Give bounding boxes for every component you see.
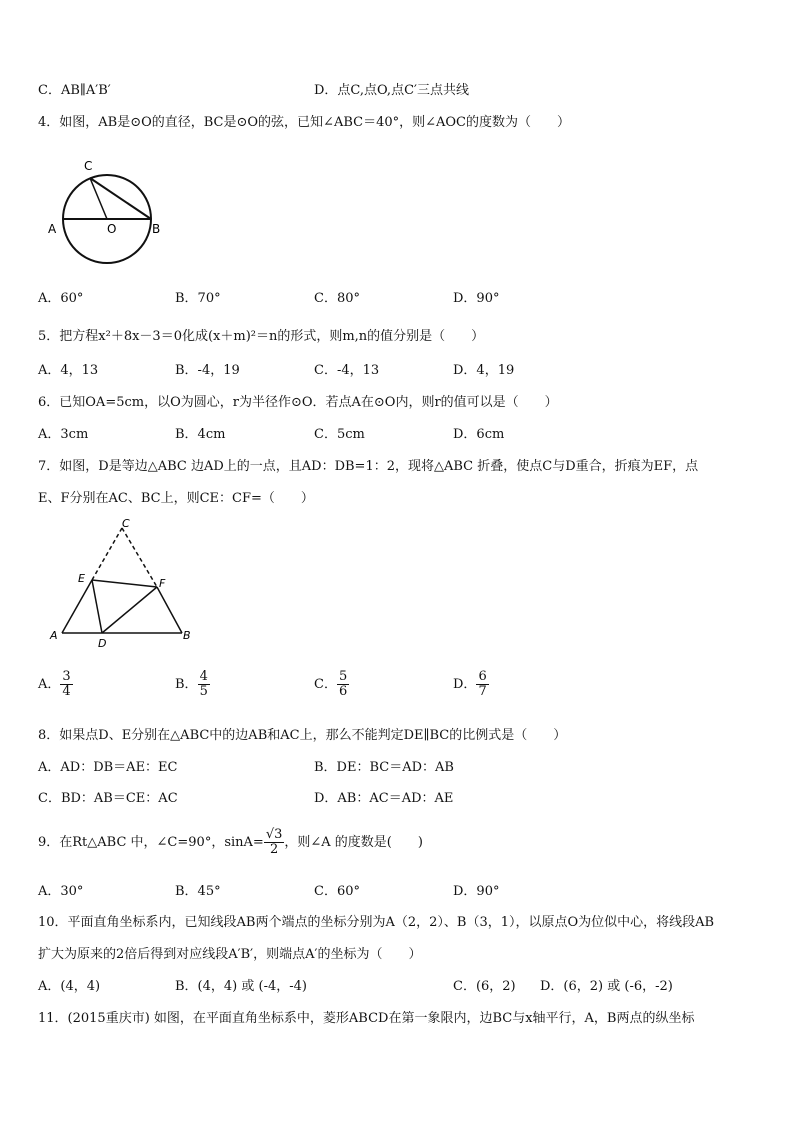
q4-option-c: C．80° [314,291,360,306]
label-b: B [183,629,191,642]
q7-option-a: A． $\frac{3}{4}$ [38,669,71,699]
q10-option-d: D．(6，2) 或 (-6，-2) [540,979,673,994]
q5-option-a: A．4，13 [38,363,99,378]
q5-option-b: B．-4，19 [175,363,240,378]
segment-ae [62,580,92,633]
q4-option-b: B．70° [175,291,221,306]
label-c: C [84,159,93,173]
q10-option-c: C．(6，2) [453,979,516,994]
q10-stem-line1: 10．平面直角坐标系内，已知线段AB两个端点的坐标分别为A（2，2）、B（3，1），以原点O为位似中心，将线段AB [38,915,715,930]
q8-option-a: A．AD：DB＝AE：EC [38,760,178,775]
label-f: F [159,577,166,590]
q6-option-d: D．6cm [453,427,505,442]
q6-option-a: A．3cm [38,427,89,442]
q7-stem-line2: E、F分别在AC、BC上，则CE：CF=（ ） [38,491,314,506]
q5-option-d: D．4，19 [453,363,515,378]
q10-option-b: B．(4，4) 或 (-4，-4) [175,979,307,994]
label-d: D [98,637,107,650]
dashed-cf [122,528,157,587]
label-b: B [152,222,161,236]
q8-option-c: C．BD：AB＝CE：AC [38,791,178,806]
q5-option-c: C．-4，13 [314,363,380,378]
q7-stem-line1: 7．如图，D是等边△ABC 边AD上的一点，且AD：DB=1：2，现将△ABC 折叠，使点C与D重合，折痕为EF，点 [38,459,699,474]
q9-option-b: B．45° [175,884,221,899]
q4-stem: 4．如图，AB是⊙O的直径，BC是⊙O的弦，已知∠ABC＝40°，则∠AOC的度数为（ ） [38,115,571,130]
q4-option-a: A．60° [38,291,84,306]
label-o: O [107,222,117,236]
segment-fd [102,587,157,633]
q5-stem: 5．把方程x²＋8x－3＝0化成(x＋m)²＝n的形式，则m,n的值分别是（ ） [38,329,485,344]
q4-option-d: D．90° [453,291,500,306]
q9-option-c: C．60° [314,884,360,899]
q8-option-b: B．DE：BC＝AD：AB [314,760,454,775]
label-e: E [78,572,85,585]
segment-fb [157,587,182,633]
q11-stem-line1: 11．(2015重庆市) 如图，在平面直角坐标系中，菱形ABCD在第一象限内，边BC与x轴平行，A，B两点的纵坐标 [38,1011,695,1026]
q3-option-d: D．点C,点O,点C′三点共线 [314,83,469,98]
label-c: C [122,518,130,530]
q4-circle-figure [40,152,180,272]
q9-option-d: D．90° [453,884,500,899]
q3-option-c: C．AB∥A′B′ [38,83,111,98]
q9-stem: 9．在Rt△ABC 中，∠C=90°，sinA= $\frac{√3}{2}$ ，则∠A 的度数是( ) [38,827,423,857]
q7-triangle-figure [44,518,204,653]
q7-option-b: B． $\frac{4}{5}$ [175,669,208,699]
q8-stem: 8．如果点D、E分别在△ABC中的边AB和AC上，那么不能判定DE∥BC的比例式是（ ） [38,728,567,743]
q6-stem: 6．已知OA=5cm，以O为圆心，r为半径作⊙O．若点A在⊙O内，则r的值可以是（ ） [38,395,558,410]
q10-stem-line2: 扩大为原来的2倍后得到对应线段A′B′，则端点A′的坐标为（ ） [38,947,422,962]
q9-option-a: A．30° [38,884,84,899]
q7-option-d: D． $\frac{6}{7}$ [453,669,487,699]
q6-option-b: B．4cm [175,427,226,442]
q10-option-a: A．(4，4) [38,979,101,994]
fold-ef [92,580,157,587]
label-a: A [50,629,58,642]
q7-option-c: C． $\frac{5}{6}$ [314,669,348,699]
label-a: A [48,222,57,236]
dashed-ec [92,528,122,580]
q8-option-d: D．AB：AC＝AD：AE [314,791,454,806]
segment-ed [92,580,102,633]
q6-option-c: C．5cm [314,427,365,442]
